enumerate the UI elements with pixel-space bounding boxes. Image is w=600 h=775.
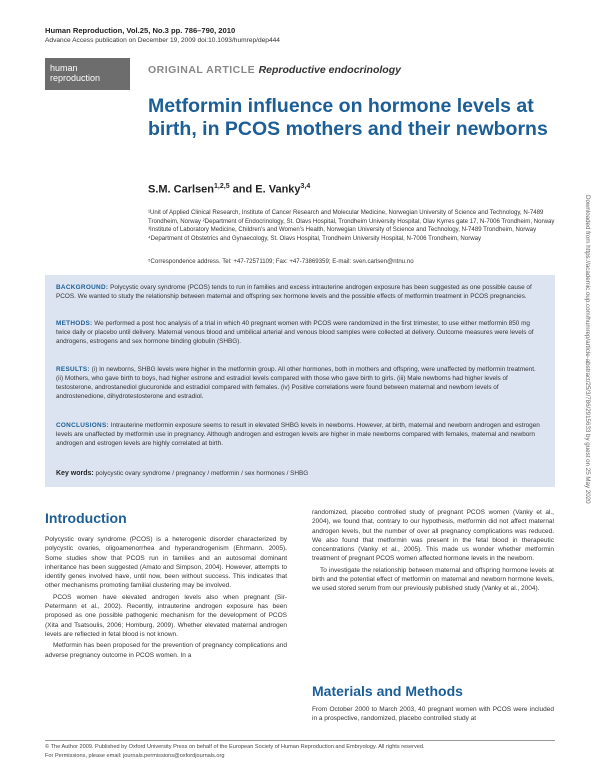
abstract-box — [45, 275, 555, 487]
article-type — [148, 64, 401, 76]
author-1[interactable]: S.M. Carlsen — [148, 183, 215, 196]
keywords-text: polycystic ovary syndrome / pregnancy / metformin / sex hormones / SHBG — [95, 470, 309, 477]
intro-paragraph-2: PCOS women have elevated androgen levels also when pregnant (Sir-Petermann et al., 2002). Recently, intrauterine androgen exposure has been proposed as one possible pathogenic mechanism for the development of PCOS (Xita and Tsatsoulis, 2006; Homburg, 2009). Whether elevated maternal androgen levels are reflected in fetal blood is not known. — [45, 593, 287, 638]
affiliations: ¹Unit of Applied Clinical Research, Institute of Cancer Research and Molecular Medicine, Norwegian University of Science and Technology, N-7489 Trondheim, Norway ²Department of Endocrinology, St. Olavs Hospital, Trondheim University Hospital, Olav Kyrres gate 17, N-7006 Trondheim, Norway ³Institute of Laboratory Medicine, Children's and Women's Health, Norwegian University of Science and Technology, N-7489 Trondheim, Norway ⁴Department of Obstetrics and Gynaecology, St. Olavs Hospital, Trondheim University Hospital, N-7006 Trondheim, Norway — [148, 209, 555, 242]
journal-citation: Human Reproduction, Vol.25, No.3 pp. 786–790, 2010 — [45, 26, 236, 35]
authors — [148, 183, 310, 196]
intro-paragraph-3: Metformin has been proposed for the prevention of pregnancy complications and adverse pregnancy outcome in PCOS women. In a — [45, 642, 287, 659]
article-category: Reproductive endocrinology — [258, 64, 401, 76]
abstract-methods — [56, 320, 544, 347]
conclusions-label: CONCLUSIONS: — [56, 422, 109, 429]
results-text: (i) In newborns, SHBG levels were higher in the metformin group. All other hormones, both in mothers and offspring, were unaffected by metformin treatment. (ii) Mothers, who gave birth to boys, had higher estrone and estradiol levels compared with those who gave birth to girls. (iii) Male newborns had higher levels of testosterone, androstanediol glucuronide and estradiol compared with females. (iv) Positive correlations were found between maternal and newborn levels of androstenedione, dihydrotestosterone and estradiol. — [56, 366, 536, 400]
download-watermark-text: Downloaded from https://academic.oup.com/humrep/article-abstract/25/3/786/2915633 by guest on 25 May 2020 — [584, 195, 591, 504]
author-1-affil: 1,2,5 — [214, 183, 230, 190]
methods-label: METHODS: — [56, 320, 93, 327]
methods-text: We performed a post hoc analysis of a trial in which 40 pregnant women with PCOS were randomized in the first trimester, to use either metformin 850 mg twice daily or placebo until delivery. Maternal venous blood and umbilical arterial and venous blood samples were collected at delivery. Outcome measures were levels of androgens, estrogens and sex hormone binding globulin (SHBG). — [56, 320, 534, 345]
right-column-lower — [312, 705, 554, 726]
intro-paragraph-1: Polycystic ovary syndrome (PCOS) is a heterogenic disorder characterized by polycystic ovaries, oligoamenorrhea and hyperandrogenism (Ehrmann, 2005). Some studies show that PCOS run in families and an autosomal dominant inheritance has been suggested (Amato and Simpson, 2004). However, attempts to identify genes involved have, until now, been without success. This indicates that other mechanisms promoting familial clustering may be involved. — [45, 536, 287, 590]
abstract-conclusions — [56, 422, 544, 449]
author-2-affil: 3,4 — [300, 183, 311, 190]
article-type-label: ORIGINAL ARTICLE — [148, 64, 256, 76]
right-paragraph-2: To investigate the relationship between maternal and offspring hormone levels at birth and the potential effect of metformin on maternal and newborn hormone levels, we used stored serum from our previously published study (Vanky et al., 2004). — [312, 566, 554, 593]
author-2[interactable]: E. Vanky — [255, 183, 301, 196]
footer-divider — [45, 740, 555, 741]
background-label: BACKGROUND: — [56, 284, 109, 291]
introduction-heading: Introduction — [45, 510, 127, 526]
background-text: Polycystic ovary syndrome (PCOS) tends to run in families and excess intrauterine androgen exposure has been suggested as one possible cause of PCOS. We wanted to study the relationship between maternal and offspring sex hormone levels and the possible effects of metformin treatment in PCOS pregnancies. — [56, 284, 532, 300]
left-column — [45, 535, 287, 662]
results-label: RESULTS: — [56, 366, 90, 373]
keywords — [56, 470, 308, 477]
journal-logo — [45, 58, 130, 90]
article-title: Metformin influence on hormone levels at birth, in PCOS mothers and their newborns — [148, 95, 548, 140]
author-conjunction: and — [229, 183, 256, 196]
right-paragraph-1: randomized, placebo controlled study of pregnant PCOS women (Vanky et al., 2004), we found that, contrary to our hypothesis, metformin did not affect maternal androgen levels, but the number of over all pregnancy complications was reduced. We also found that metformin was present in the fetal blood in therapeutic concentrations (Vanky et al., 2005). This made us wonder whether metformin treatment of pregnant PCOS women affected hormone levels in the newborn. — [312, 509, 554, 563]
keywords-label: Key words: — [56, 470, 94, 477]
abstract-background — [56, 284, 544, 302]
advance-access-line: Advance Access publication on December 19, 2009 doi:10.1093/humrep/dep444 — [45, 37, 280, 44]
logo-line-2: reproduction — [50, 73, 101, 83]
right-paragraph-3: From October 2000 to March 2003, 40 pregnant women with PCOS were included in a prospective, randomized, placebo controlled study at — [312, 706, 554, 723]
abstract-results — [56, 366, 544, 402]
right-column — [312, 508, 554, 596]
conclusions-text: Intrauterine metformin exposure seems to result in elevated SHBG levels in newborns. However, at birth, maternal and newborn androgen and estrogen levels are unaffected by metformin use in pregnancy. Although androgen and estrogen levels are higher in male newborns compared with females, maternal and newborn androgen and estrogen levels are highly correlated at birth. — [56, 422, 540, 447]
correspondence: ⁵Correspondence address. Tel: +47-72571109; Fax: +47-73869359; E-mail: sven.carlsen@ntnu.no — [148, 258, 414, 265]
footer-copyright: © The Author 2009. Published by Oxford University Press on behalf of the European Society of Human Reproduction and Embryology. All rights reserved. — [45, 744, 425, 750]
methods-heading: Materials and Methods — [312, 683, 463, 699]
logo-line-1: human — [50, 63, 78, 73]
download-watermark — [581, 195, 591, 755]
footer-permissions: For Permissions, please email: journals.permissions@oxfordjournals.org — [45, 753, 225, 759]
